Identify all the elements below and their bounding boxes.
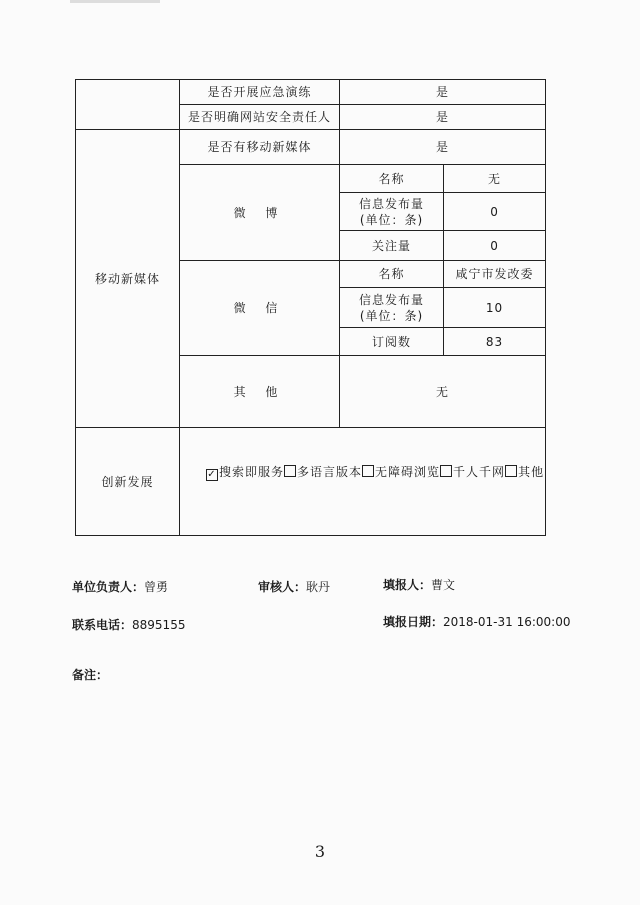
innovation-option-label: 其他 [518,465,545,479]
weixin-name-label: 名称 [340,261,444,288]
innovation-option-label: 搜索即服务 [219,465,285,479]
innovation-option-label: 无障碍浏览 [375,465,441,479]
phone-label: 联系电话： [72,618,133,632]
weixin-label: 微 信 [180,261,340,356]
innovation-options [180,428,546,536]
weixin-posts-label-line2: (单位：条) [359,308,424,323]
weibo-posts-label-line2: (单位：条) [359,212,424,227]
mobile-section-label: 移动新媒体 [76,130,180,428]
weixin-subs-value: 83 [444,328,546,356]
report-date-label: 填报日期： [383,615,444,629]
weibo-name-label: 名称 [340,165,444,193]
report-table [75,79,546,536]
drill-value: 是 [340,80,546,105]
filler-value: 曹文 [431,578,456,592]
page-number: 3 [314,842,326,861]
weibo-name-value: 无 [444,165,546,193]
innovation-option[interactable] [505,465,544,479]
blank-cell [76,80,180,130]
innovation-option[interactable] [206,465,284,479]
reviewer [258,578,330,595]
checkbox-empty-icon [505,465,517,477]
has-mobile-value: 是 [340,130,546,165]
reviewer-label: 审核人： [258,580,307,594]
responsible-label: 是否明确网站安全责任人 [180,105,340,130]
weibo-posts-value: 0 [444,193,546,231]
weixin-posts-label [340,288,444,328]
report-date-value: 2018-01-31 16:00:00 [443,615,571,629]
unit-head-value: 曾勇 [144,580,169,594]
filler-label: 填报人： [383,578,432,592]
innovation-option[interactable] [284,465,362,479]
weixin-posts-label-line1: 信息发布量 [358,292,424,307]
filler [383,576,455,593]
phone [72,616,185,633]
innovation-label: 创新发展 [76,428,180,536]
weixin-posts-value: 10 [444,288,546,328]
responsible-value: 是 [340,105,546,130]
innovation-option[interactable] [362,465,440,479]
note-label: 备注： [72,668,109,682]
has-mobile-label: 是否有移动新媒体 [180,130,340,165]
innovation-option-label: 多语言版本 [297,465,363,479]
weibo-posts-label-line1: 信息发布量 [358,196,424,211]
scan-edge-mark [70,0,160,3]
other-value: 无 [340,356,546,428]
weibo-followers-value: 0 [444,231,546,261]
weibo-followers-label: 关注量 [340,231,444,261]
report-date [383,613,570,630]
other-label: 其 他 [180,356,340,428]
checkbox-empty-icon [440,465,452,477]
innovation-option[interactable] [440,465,505,479]
unit-head [72,578,168,595]
reviewer-value: 耿丹 [306,580,331,594]
unit-head-label: 单位负责人： [72,580,145,594]
weibo-posts-label [340,193,444,231]
weixin-subs-label: 订阅数 [340,328,444,356]
innovation-option-label: 千人千网 [453,465,506,479]
checkbox-empty-icon [284,465,296,477]
checkbox-checked-icon: ✓ [207,469,217,480]
phone-value: 8895155 [132,618,186,632]
weibo-label: 微 博 [180,165,340,261]
weixin-name-value: 咸宁市发改委 [444,261,546,288]
checkbox-empty-icon [362,465,374,477]
drill-label: 是否开展应急演练 [180,80,340,105]
